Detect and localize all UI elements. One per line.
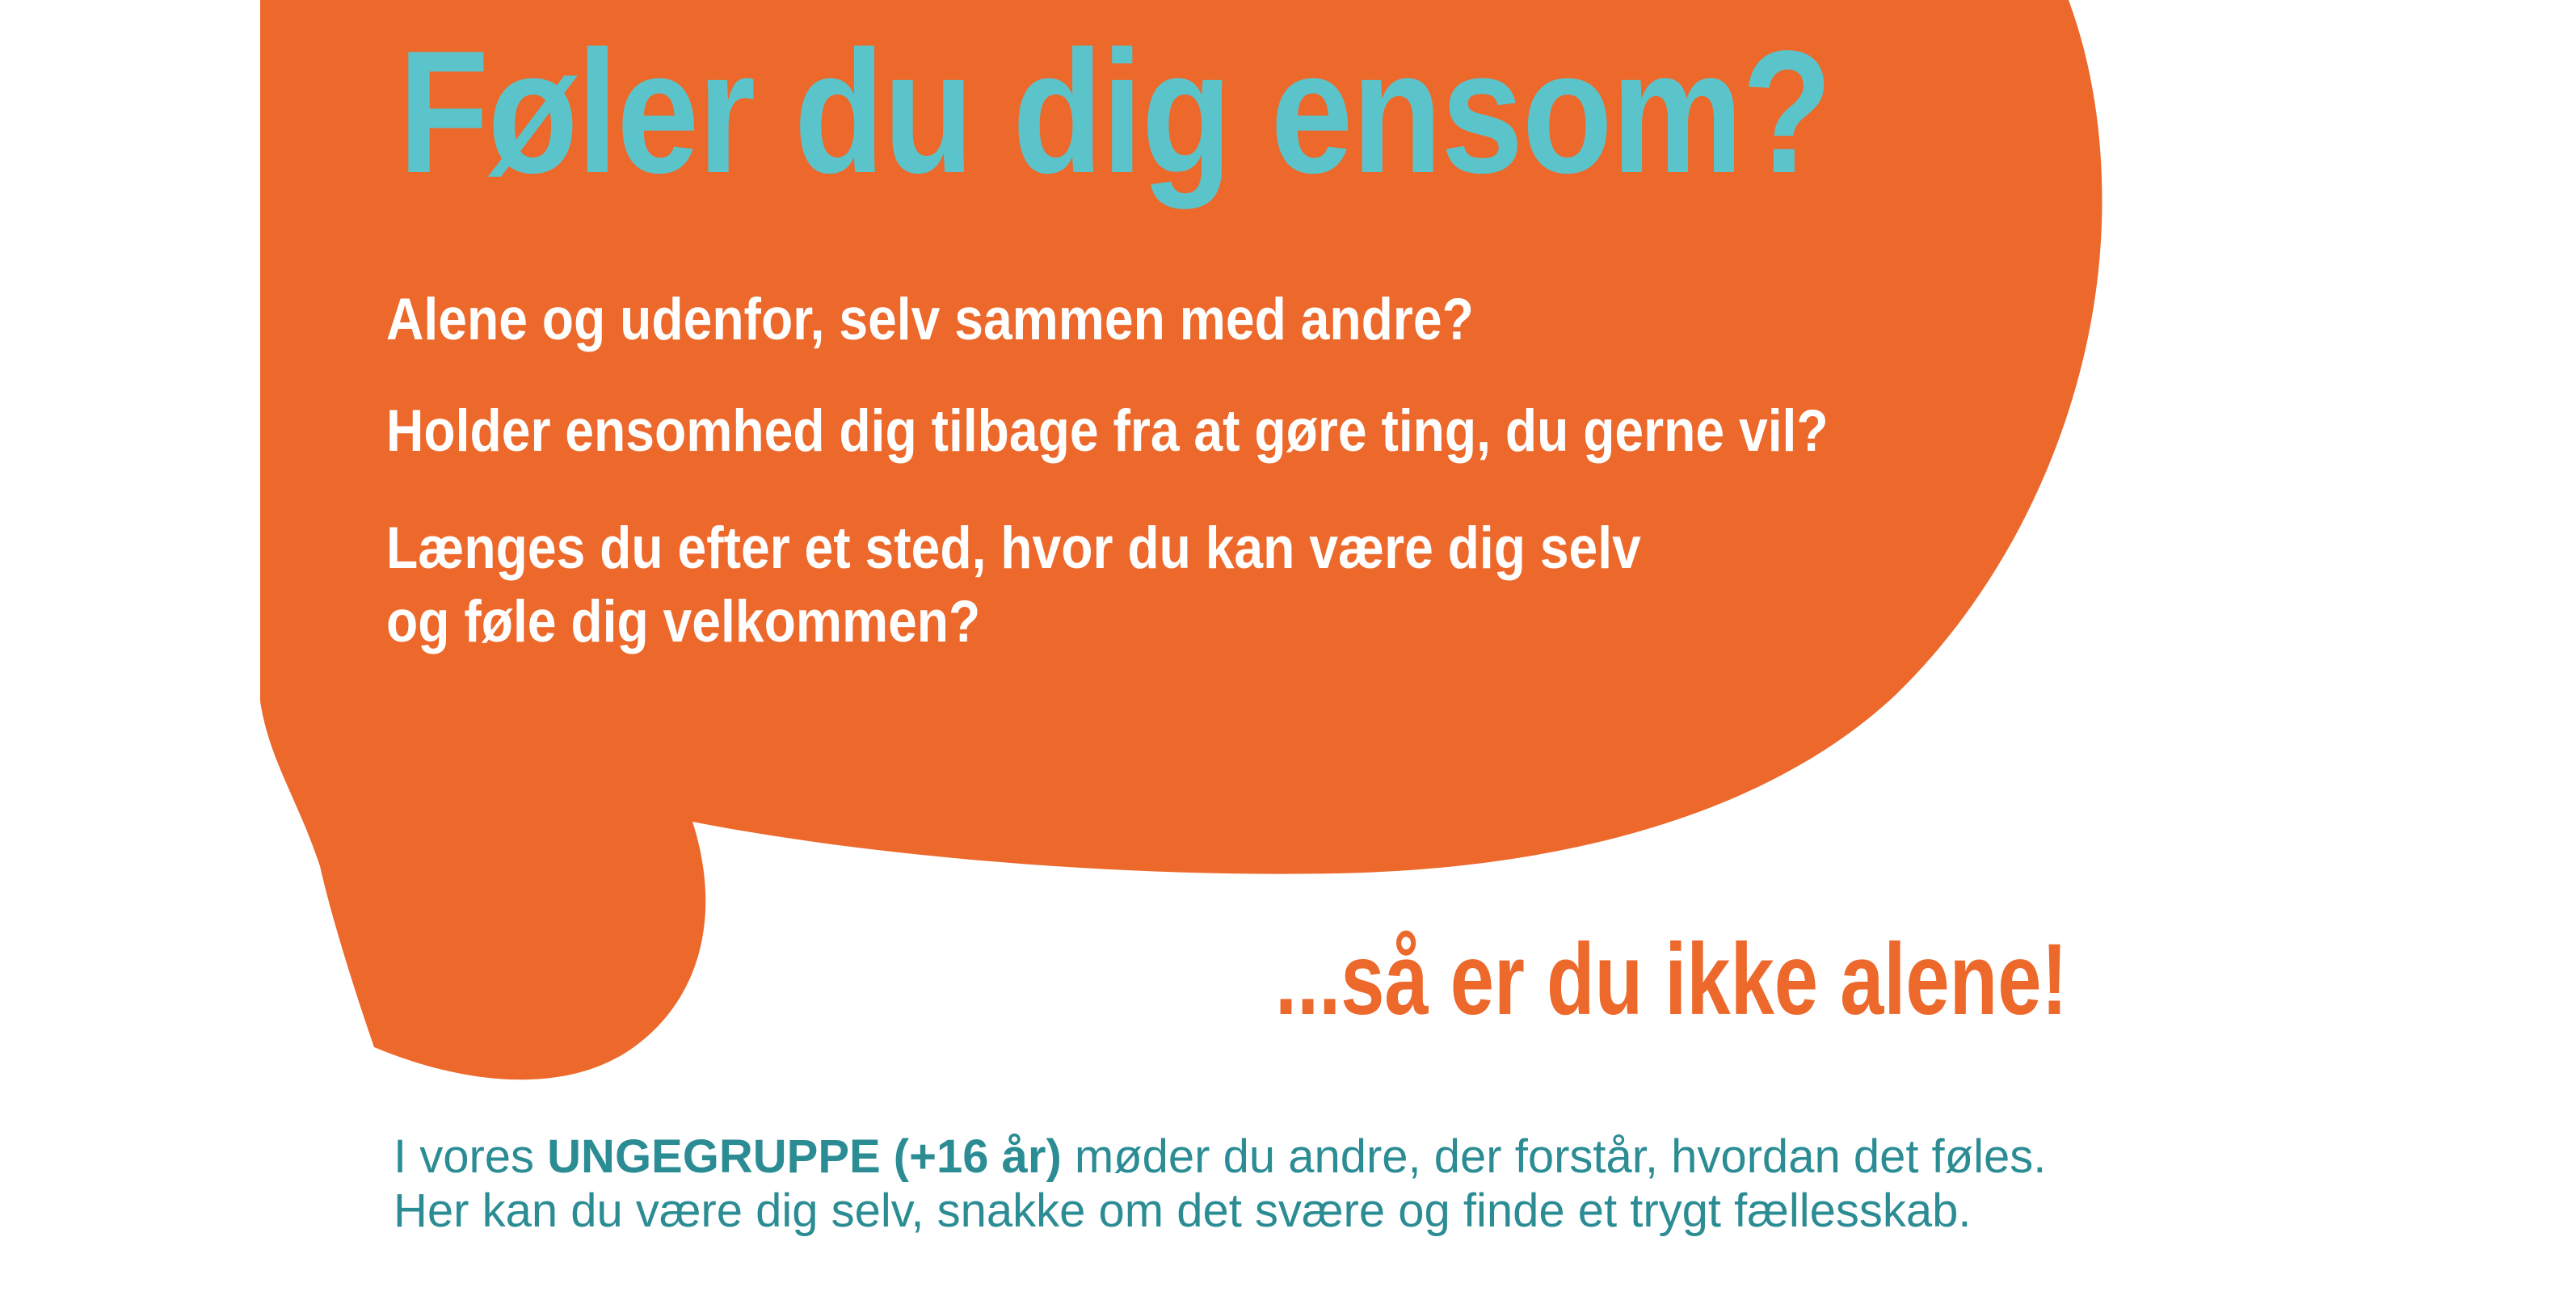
poster-tagline: ...så er du ikke alene!: [1275, 924, 2068, 1036]
footer-line-2: Her kan du være dig selv, snakke om det svære og finde et trygt fællesskab.: [394, 1184, 1972, 1237]
footer-line1-bold: UNGEGRUPPE (+16 år): [547, 1130, 1062, 1183]
question-1: Alene og udenfor, selv sammen med andre?: [386, 287, 1474, 352]
poster-headline: Føler du dig ensom?: [398, 14, 1832, 209]
footer-line1-suffix: møder du andre, der forstår, hvordan det føles.: [1061, 1130, 2047, 1183]
footer-text: [394, 1130, 2046, 1238]
footer-line1-prefix: I vores: [394, 1130, 548, 1183]
question-3: Længes du efter et sted, hvor du kan være dig selv og føle dig velkommen?: [386, 515, 1641, 655]
question-2: Holder ensomhed dig tilbage fra at gøre ting, du gerne vil?: [386, 398, 1829, 464]
footer-line-1: [394, 1130, 2046, 1184]
